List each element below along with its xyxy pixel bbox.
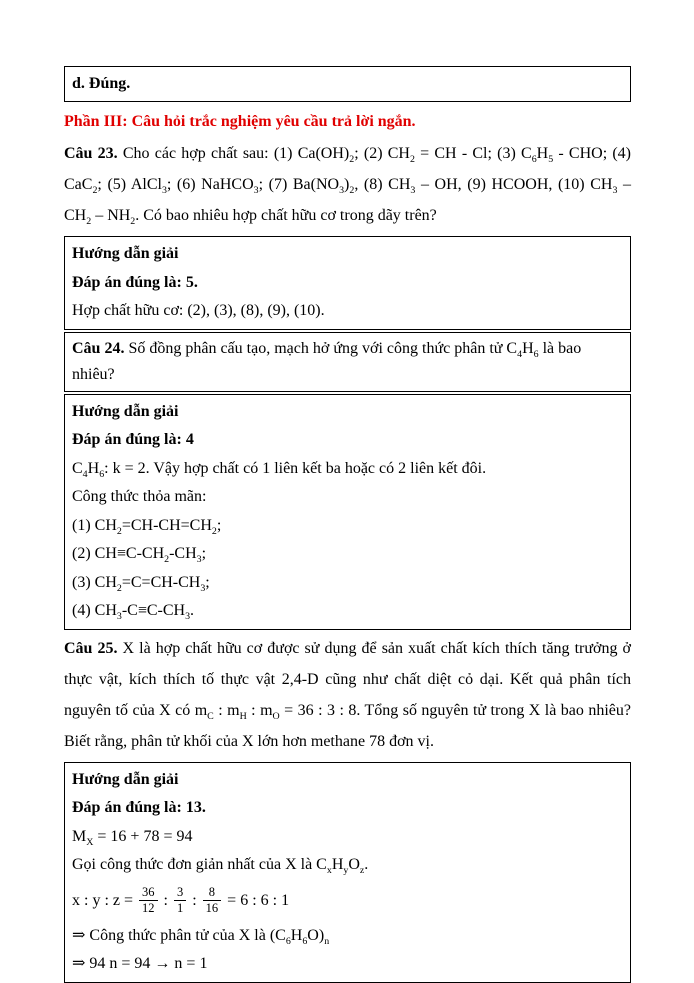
fraction-1-numerator: 36 [139, 885, 158, 901]
prev-answer-text: d. Đúng. [72, 75, 131, 92]
solution-24-isomer-3: (3) $CH_2=C=CH-CH_3$; [72, 573, 210, 594]
question-23-text: Cho các hợp chất sau: (1) $Ca(OH)_2$; (2) $CH_2$ = CH - Cl; (3) $C_6H_5$ - CHO; (4) CaC$_2$; (5) AlCl$_3$; (6) NaHCO$_3$; (7) $Ba(NO_3)_2$, (8) $CH_3$ – OH, (9) HCOOH, (10) $CH_3 - CH_2 - NH_2$. Có bao nhiêu hợp chất hữu cơ trong dãy trên? [64, 145, 632, 228]
fraction-2-denominator: 1 [176, 901, 184, 915]
solution-25-answer: Đáp án đúng là: 13. [72, 799, 206, 816]
solution-box-24 [64, 394, 631, 630]
question-25-text: X là hợp chất hữu cơ được sử dụng để sản xuất chất kích thích tăng trưởng ở thực vật, kích thích tố thực vật 2,4-D cũng như chất diệt cỏ dại. Kết quả phân tích nguyên tố của X có $m_C$ : $m_H$ : $m_O = 36$ : 3 : 8. Tổng số nguyên tử trong X là bao nhiêu? Biết rằng, phân tử khối của X lớn hơn methane 78 đơn vị. [64, 639, 632, 750]
solution-25-n-value: ⇒ 94 n = 94 → n = 1 [72, 955, 208, 972]
fraction-3 [203, 885, 222, 916]
question-23-number: Câu 23. [64, 145, 118, 162]
fraction-3-numerator: 8 [203, 885, 222, 901]
section-heading: Phần III: Câu hỏi trắc nghiệm yêu cầu trả lời ngắn. [64, 113, 416, 130]
solution-24-line: $C_4H_6$: k = 2. Vậy hợp chất có 1 liên kết ba hoặc có 2 liên kết đôi. [72, 459, 487, 480]
solution-24-line: Công thức thỏa mãn: [72, 488, 207, 505]
solution-24-isomer-1: (1) $CH_2=CH-CH=CH_2$; [72, 516, 222, 537]
solution-24-isomer-2: (2) $CH\equiv C-CH_2-CH_3$; [72, 545, 207, 566]
ratio-separator: : [188, 891, 201, 909]
solution-25-ratio-line [72, 880, 623, 922]
solution-23-title: Hướng dẫn giải [72, 245, 179, 262]
question-23-paragraph [64, 138, 631, 231]
solution-25-formula-intro: Gọi công thức đơn giản nhất của X là $C_xH_yO_z$. [72, 856, 369, 877]
solution-23-answer: Đáp án đúng là: 5. [72, 273, 198, 291]
fraction-3-denominator: 16 [205, 901, 219, 915]
solution-24-isomer-4: (4) $CH_3-C\equiv C-CH_3$. [72, 602, 195, 623]
question-24-number: Câu 24. [72, 339, 125, 357]
solution-24-answer: Đáp án đúng là: 4 [72, 431, 194, 448]
fraction-2 [174, 885, 186, 916]
prev-answer-box [64, 66, 631, 102]
question-24-text: Số đồng phân cấu tạo, mạch hở ứng với công thức phân tử $C_4H_6$ là bao nhiêu? [72, 339, 582, 383]
solution-23-line: Hợp chất hữu cơ: (2), (3), (8), (9), (10). [72, 302, 325, 319]
question-24-paragraph [72, 336, 623, 388]
solution-box-23 [64, 236, 631, 330]
fraction-2-numerator: 3 [174, 885, 186, 901]
fraction-1 [139, 885, 158, 916]
solution-box-25 [64, 762, 631, 983]
question-25-paragraph [64, 633, 631, 757]
question-24-box [64, 332, 631, 392]
question-25-number: Câu 25. [64, 639, 118, 657]
solution-25-title: Hướng dẫn giải [72, 770, 179, 788]
ratio-result: = 6 : 6 : 1 [223, 891, 290, 909]
ratio-lead: x : y : z = [72, 891, 138, 909]
solution-25-molecular-formula: ⇒ Công thức phân tử của X là $(C_6H_6O)_n$ [72, 926, 330, 947]
solution-25-mass-line: $M_X = 16 + 78 = 94$ [72, 827, 193, 848]
fraction-1-denominator: 12 [142, 901, 155, 915]
solution-24-title: Hướng dẫn giải [72, 402, 179, 420]
ratio-separator: : [159, 891, 172, 909]
